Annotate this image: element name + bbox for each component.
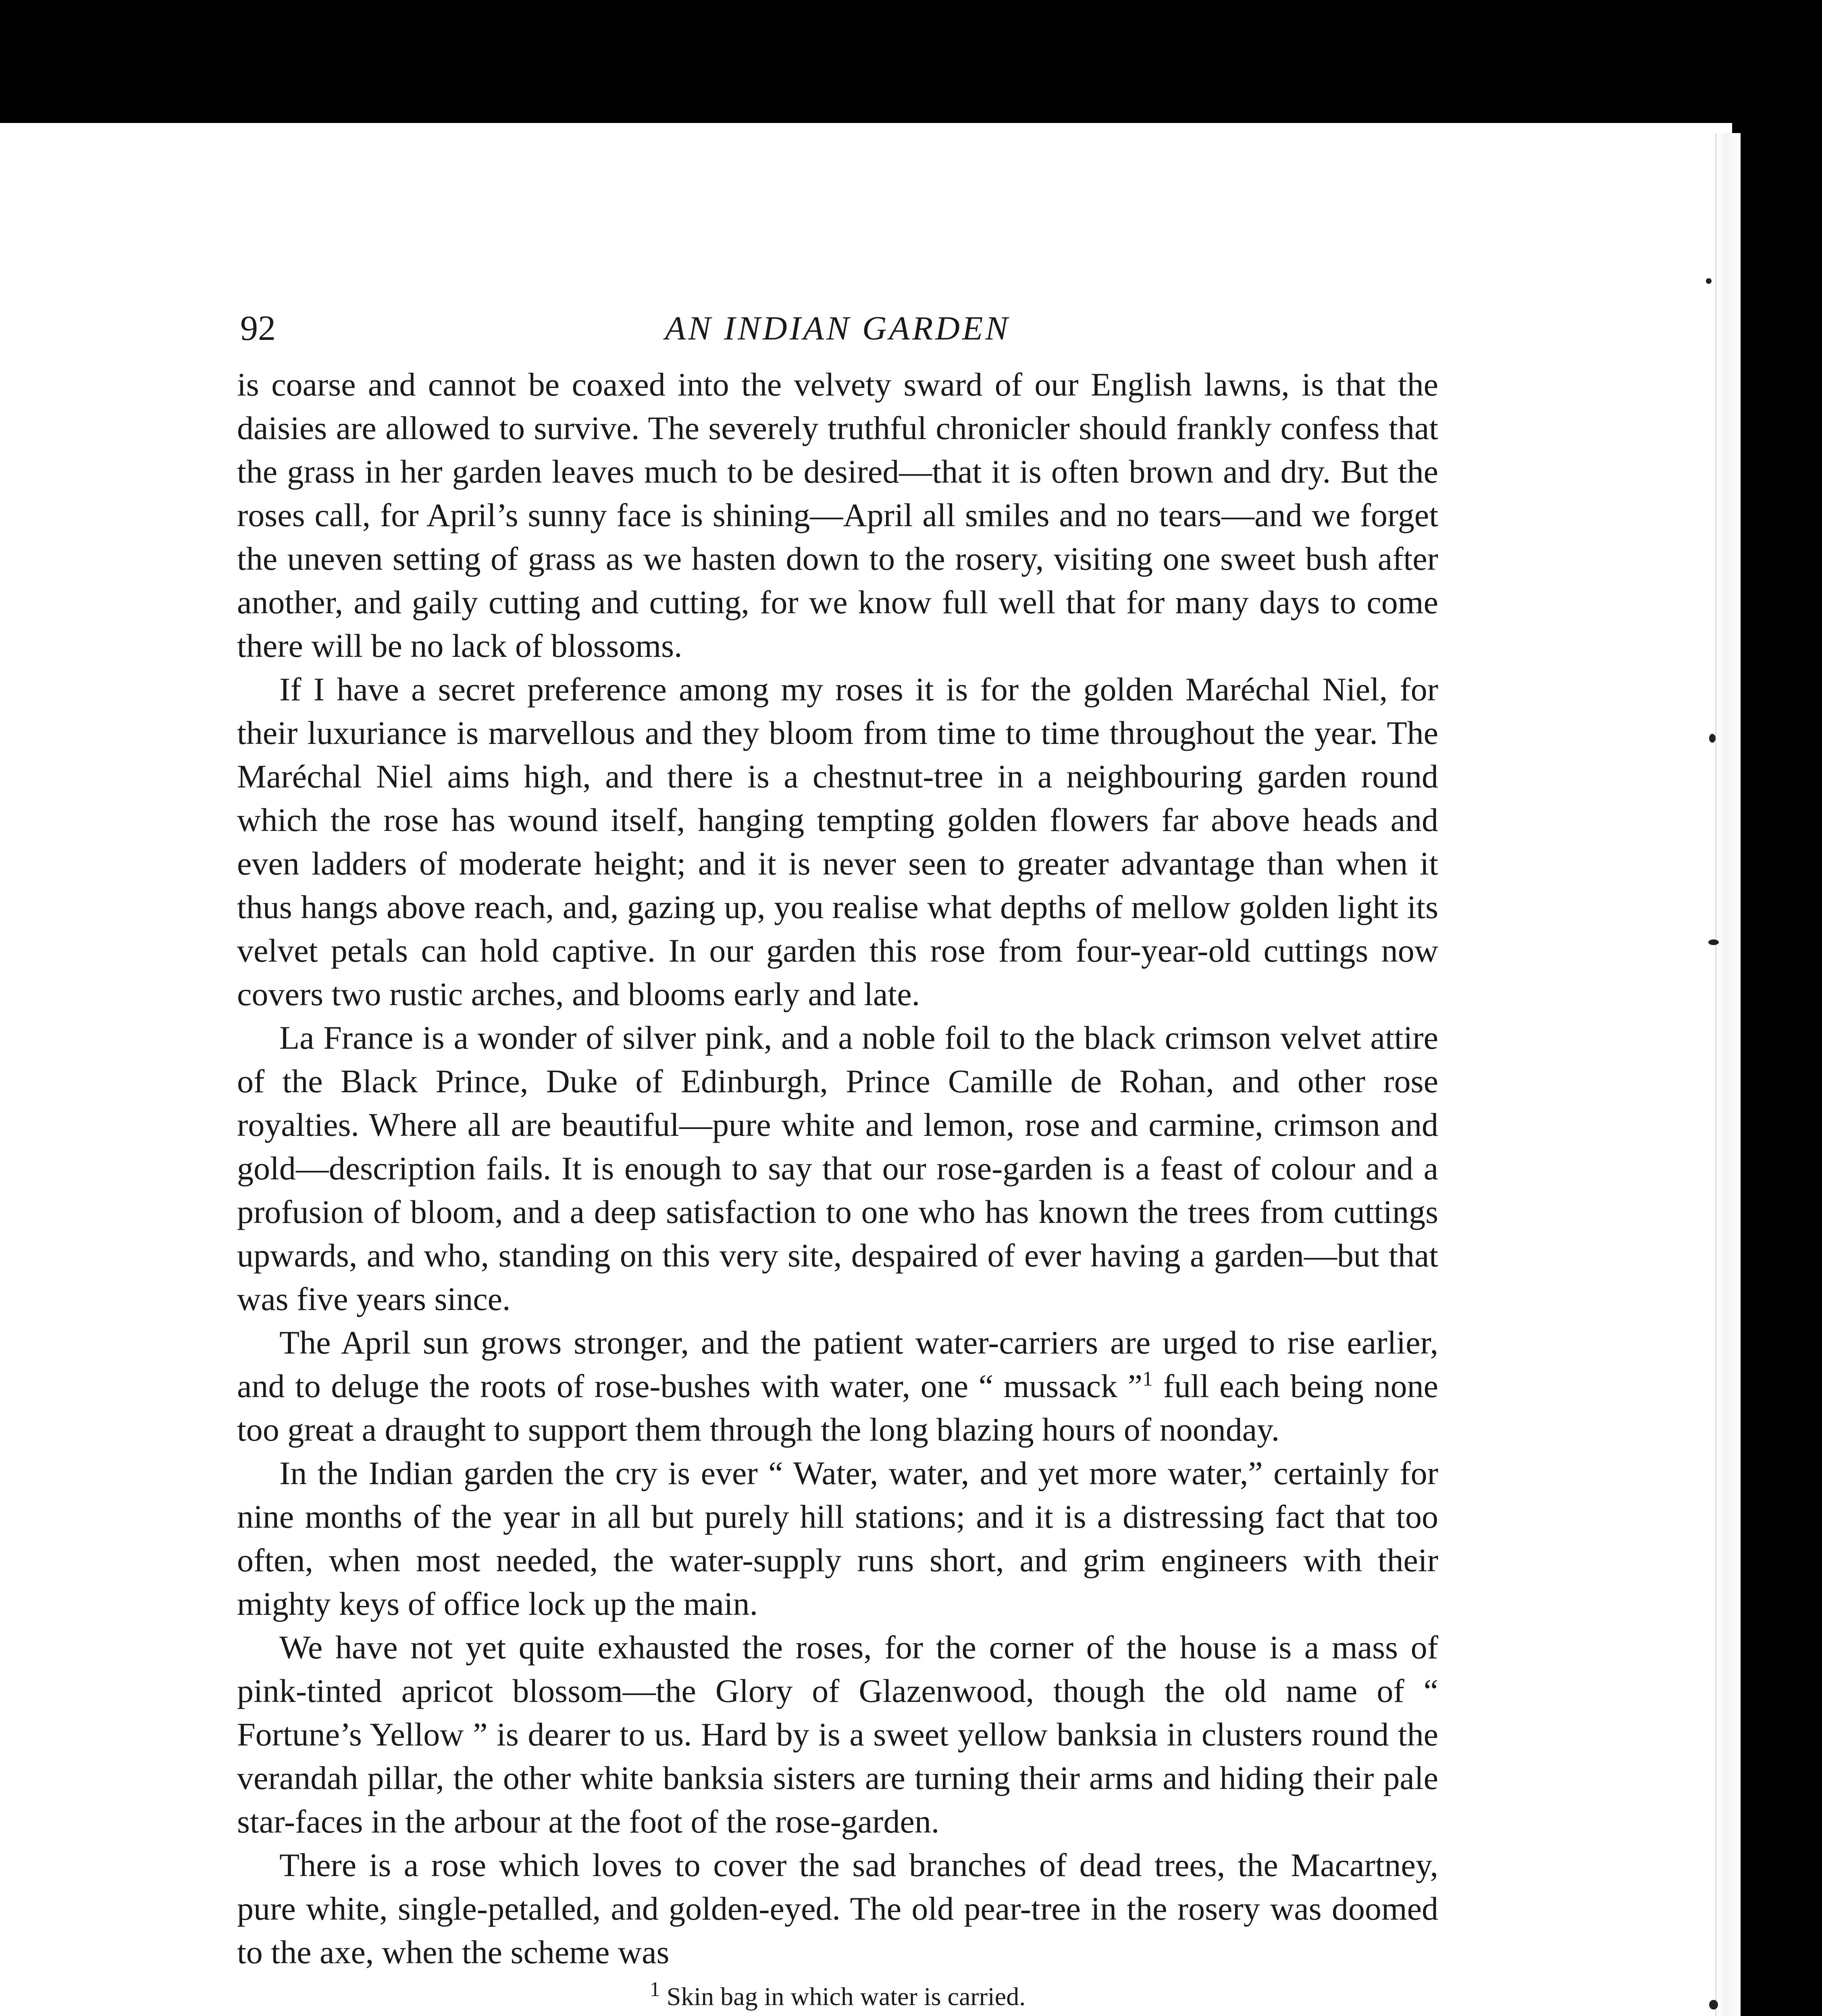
- paragraph: We have not yet quite exhausted the roses, for the corner of the house is a mass of pink-tinted apricot blossom—the Glory of Glazenwood, though the old name of “ Fortune’s Yellow ” is dearer to us. Hard by is a sweet yellow banksia in clusters round the verandah pillar, the other white banksia sisters are turning their arms and hiding their pale star-faces in the arbour at the foot of the rose-garden.: [237, 1629, 1438, 1840]
- paragraph-text: The April sun grows stronger, and the patient water-carriers are urged to rise earlier, and to deluge the roots of rose-bushes with water, one “ mussack ”: [237, 1324, 1438, 1404]
- paragraph: [237, 1321, 1438, 1452]
- page-number: 92: [240, 309, 276, 348]
- paragraph: In the Indian garden the cry is ever “ Water, water, and yet more water,” certainly for nine months of the year in all but purely hill stations; and it is a distressing fact that too often, when most needed, the water-supply runs short, and grim engineers with their mighty keys of office lock up the main.: [237, 1455, 1438, 1622]
- footnote-mark: 1: [649, 1978, 660, 2001]
- scan-speck: [1709, 734, 1716, 743]
- paragraph: is coarse and cannot be coaxed into the velvety sward of our English lawns, is that the daisies are allowed to survive. The severely truthful chronicler should frankly confess that the grass in her garden leaves much to be desired—that it is often brown and dry. But the roses call, for April’s sunny face is shining—April all smiles and no tears—and we forget the uneven setting of grass as we hasten down to the rosery, visiting one sweet bush after another, and gaily cutting and cutting, for we know full well that for many days to come there will be no lack of blossoms.: [237, 366, 1438, 664]
- footnote: [237, 1977, 1438, 2016]
- footnote-text: Skin bag in which water is carried.: [660, 1982, 1026, 2011]
- paragraph: If I have a secret preference among my roses it is for the golden Maréchal Niel, for their luxuriance is marvellous and they bloom from time to time throughout the year. The Maréchal Niel aims high, and there is a chestnut-tree in a neighbouring garden round which the rose has wound itself, hanging tempting golden flowers far above heads and even ladders of moderate height; and it is never seen to greater advantage than when it thus hangs above reach, and, gazing up, you realise what depths of mellow golden light its velvet petals can hold captive. In our garden this rose from four-year-old cuttings now covers two rustic arches, and blooms early and late.: [237, 671, 1438, 1012]
- scan-speck: [1706, 278, 1712, 284]
- paragraph: La France is a wonder of silver pink, and a noble foil to the black crimson velvet attire of the Black Prince, Duke of Edinburgh, Prince Camille de Rohan, and other rose royalties. Where all are beautiful—pure white and lemon, rose and carmine, crimson and gold—description fails. It is enough to say that our rose-garden is a feast of colour and a profusion of bloom, and a deep satisfaction to one who has known the trees from cuttings upwards, and who, standing on this very site, despaired of ever having a garden—but that was five years since.: [237, 1019, 1438, 1317]
- paragraph: There is a rose which loves to cover the sad branches of dead trees, the Macartney, pure white, single-petalled, and golden-eyed. The old pear-tree in the rosery was doomed to the axe, when the scheme was: [237, 1847, 1438, 1970]
- text-block: [237, 306, 1438, 2016]
- page-header: [237, 306, 1438, 363]
- scan-speck: [1708, 939, 1719, 945]
- scan-speck: [1709, 2000, 1718, 2010]
- page-edge: [1715, 133, 1741, 2016]
- footnote-reference: 1: [1142, 1367, 1153, 1391]
- running-title: AN INDIAN GARDEN: [665, 310, 1011, 347]
- paragraph-text: full each being none too great a draught to support them through the long blazing hours of noonday.: [237, 1368, 1438, 1448]
